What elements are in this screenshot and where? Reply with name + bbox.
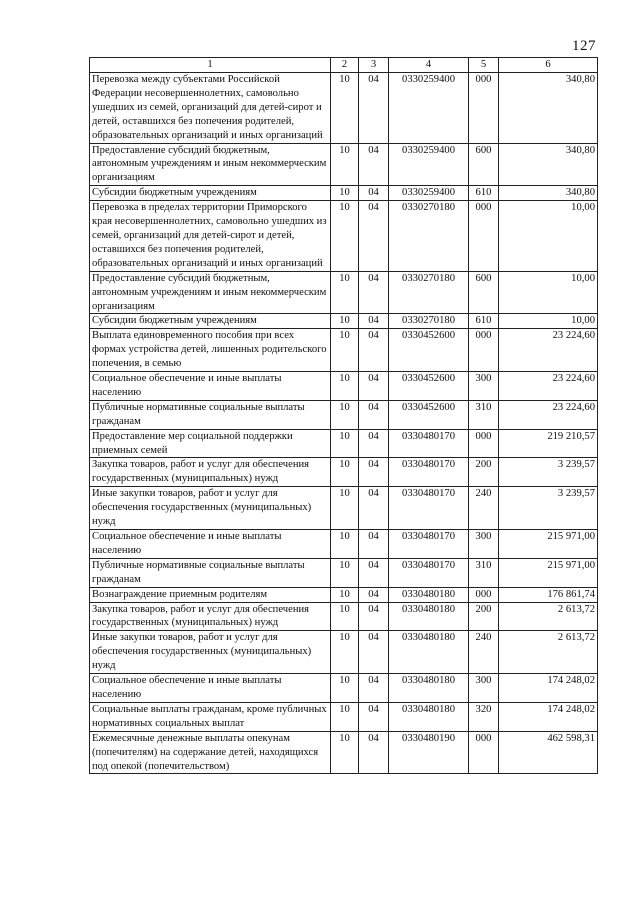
header-cell-target-article: 4 [389, 58, 469, 73]
cell-amount: 23 224,60 [499, 372, 598, 401]
cell-amount: 340,80 [499, 143, 598, 186]
cell-expense-type: 000 [469, 201, 499, 272]
cell-name: Выплата единовременного пособия при всех формах устройства детей, лишенных родительского попечения, в семью [90, 329, 331, 372]
table-row [90, 587, 598, 602]
cell-target-article: 0330270180 [389, 314, 469, 329]
cell-target-article: 0330480180 [389, 631, 469, 674]
cell-name: Субсидии бюджетным учреждениям [90, 186, 331, 201]
cell-section: 10 [331, 329, 359, 372]
table-row [90, 631, 598, 674]
cell-name: Предоставление субсидий бюджетным, автономным учреждениям и иным некоммерческим организациям [90, 271, 331, 314]
cell-expense-type: 000 [469, 731, 499, 774]
table-row [90, 201, 598, 272]
cell-subsection: 04 [359, 487, 389, 530]
table-row [90, 530, 598, 559]
cell-subsection: 04 [359, 429, 389, 458]
cell-subsection: 04 [359, 143, 389, 186]
cell-amount: 10,00 [499, 201, 598, 272]
cell-expense-type: 320 [469, 702, 499, 731]
cell-target-article: 0330270180 [389, 201, 469, 272]
cell-amount: 10,00 [499, 314, 598, 329]
cell-target-article: 0330480170 [389, 558, 469, 587]
cell-subsection: 04 [359, 587, 389, 602]
cell-subsection: 04 [359, 558, 389, 587]
table-row [90, 731, 598, 774]
cell-subsection: 04 [359, 314, 389, 329]
cell-section: 10 [331, 201, 359, 272]
cell-target-article: 0330480190 [389, 731, 469, 774]
cell-name: Предоставление субсидий бюджетным, автономным учреждениям и иным некоммерческим организациям [90, 143, 331, 186]
table-row [90, 674, 598, 703]
cell-name: Перевозка между субъектами Российской Федерации несовершеннолетних, самовольно ушедших из семей, организаций для детей-сирот и детей, оставшихся без попечения родителей, образовательных организаций и иных организаций [90, 73, 331, 144]
table-row [90, 400, 598, 429]
cell-amount: 2 613,72 [499, 602, 598, 631]
cell-expense-type: 240 [469, 631, 499, 674]
cell-expense-type: 300 [469, 530, 499, 559]
cell-subsection: 04 [359, 372, 389, 401]
table-row [90, 73, 598, 144]
table-row [90, 143, 598, 186]
table-row [90, 558, 598, 587]
cell-expense-type: 300 [469, 372, 499, 401]
cell-expense-type: 610 [469, 186, 499, 201]
table-row [90, 372, 598, 401]
page-number: 127 [572, 38, 596, 54]
cell-expense-type: 300 [469, 674, 499, 703]
cell-subsection: 04 [359, 271, 389, 314]
cell-amount: 3 239,57 [499, 458, 598, 487]
cell-target-article: 0330270180 [389, 271, 469, 314]
table-row [90, 429, 598, 458]
table-row [90, 186, 598, 201]
cell-amount: 462 598,31 [499, 731, 598, 774]
table-header [90, 58, 598, 73]
cell-target-article: 0330480180 [389, 674, 469, 703]
cell-amount: 23 224,60 [499, 329, 598, 372]
cell-subsection: 04 [359, 631, 389, 674]
cell-name: Предоставление мер социальной поддержки приемных семей [90, 429, 331, 458]
cell-expense-type: 310 [469, 400, 499, 429]
cell-name: Социальное обеспечение и иные выплаты населению [90, 530, 331, 559]
cell-target-article: 0330480170 [389, 458, 469, 487]
cell-amount: 215 971,00 [499, 530, 598, 559]
table-row [90, 487, 598, 530]
cell-amount: 2 613,72 [499, 631, 598, 674]
cell-target-article: 0330452600 [389, 329, 469, 372]
cell-name: Социальное обеспечение и иные выплаты населению [90, 674, 331, 703]
cell-section: 10 [331, 429, 359, 458]
cell-amount: 340,80 [499, 186, 598, 201]
cell-amount: 174 248,02 [499, 702, 598, 731]
cell-section: 10 [331, 530, 359, 559]
header-cell-name: 1 [90, 58, 331, 73]
cell-expense-type: 000 [469, 429, 499, 458]
cell-target-article: 0330480170 [389, 429, 469, 458]
table-row [90, 602, 598, 631]
cell-section: 10 [331, 587, 359, 602]
cell-section: 10 [331, 458, 359, 487]
cell-target-article: 0330480180 [389, 702, 469, 731]
cell-section: 10 [331, 143, 359, 186]
cell-section: 10 [331, 702, 359, 731]
cell-section: 10 [331, 558, 359, 587]
cell-target-article: 0330259400 [389, 186, 469, 201]
cell-name: Публичные нормативные социальные выплаты гражданам [90, 400, 331, 429]
cell-section: 10 [331, 674, 359, 703]
cell-target-article: 0330452600 [389, 372, 469, 401]
cell-amount: 176 861,74 [499, 587, 598, 602]
cell-expense-type: 600 [469, 271, 499, 314]
cell-target-article: 0330480180 [389, 602, 469, 631]
cell-name: Закупка товаров, работ и услуг для обеспечения государственных (муниципальных) нужд [90, 602, 331, 631]
cell-expense-type: 610 [469, 314, 499, 329]
cell-section: 10 [331, 73, 359, 144]
cell-target-article: 0330259400 [389, 143, 469, 186]
cell-amount: 215 971,00 [499, 558, 598, 587]
cell-expense-type: 600 [469, 143, 499, 186]
cell-name: Иные закупки товаров, работ и услуг для обеспечения государственных (муниципальных) нужд [90, 487, 331, 530]
budget-table [89, 57, 598, 774]
table-row [90, 458, 598, 487]
cell-name: Субсидии бюджетным учреждениям [90, 314, 331, 329]
cell-amount: 174 248,02 [499, 674, 598, 703]
cell-section: 10 [331, 186, 359, 201]
header-cell-amount: 6 [499, 58, 598, 73]
cell-section: 10 [331, 271, 359, 314]
cell-expense-type: 000 [469, 73, 499, 144]
cell-name: Социальные выплаты гражданам, кроме публичных нормативных социальных выплат [90, 702, 331, 731]
cell-expense-type: 240 [469, 487, 499, 530]
cell-name: Иные закупки товаров, работ и услуг для обеспечения государственных (муниципальных) нужд [90, 631, 331, 674]
cell-amount: 10,00 [499, 271, 598, 314]
cell-expense-type: 000 [469, 587, 499, 602]
cell-expense-type: 310 [469, 558, 499, 587]
cell-target-article: 0330480170 [389, 487, 469, 530]
cell-name: Социальное обеспечение и иные выплаты населению [90, 372, 331, 401]
cell-subsection: 04 [359, 186, 389, 201]
cell-expense-type: 200 [469, 458, 499, 487]
cell-target-article: 0330259400 [389, 73, 469, 144]
cell-expense-type: 000 [469, 329, 499, 372]
table-row [90, 271, 598, 314]
cell-subsection: 04 [359, 702, 389, 731]
cell-section: 10 [331, 372, 359, 401]
cell-subsection: 04 [359, 530, 389, 559]
header-cell-subsection: 3 [359, 58, 389, 73]
table-body [90, 73, 598, 774]
cell-section: 10 [331, 487, 359, 530]
cell-expense-type: 200 [469, 602, 499, 631]
cell-section: 10 [331, 602, 359, 631]
table-row [90, 314, 598, 329]
cell-subsection: 04 [359, 73, 389, 144]
cell-target-article: 0330452600 [389, 400, 469, 429]
cell-subsection: 04 [359, 602, 389, 631]
cell-subsection: 04 [359, 731, 389, 774]
cell-subsection: 04 [359, 674, 389, 703]
cell-subsection: 04 [359, 458, 389, 487]
cell-amount: 23 224,60 [499, 400, 598, 429]
header-cell-expense-type: 5 [469, 58, 499, 73]
cell-name: Вознаграждение приемным родителям [90, 587, 331, 602]
table-row [90, 329, 598, 372]
cell-name: Перевозка в пределах территории Приморского края несовершеннолетних, самовольно ушедших из семей, организаций для детей-сирот и детей, оставшихся без попечения родителей, образовательных организаций и иных организаций [90, 201, 331, 272]
table-row [90, 702, 598, 731]
header-row [90, 58, 598, 73]
cell-section: 10 [331, 400, 359, 429]
cell-subsection: 04 [359, 329, 389, 372]
cell-name: Ежемесячные денежные выплаты опекунам (попечителям) на содержание детей, находящихся под опекой (попечительством) [90, 731, 331, 774]
cell-section: 10 [331, 731, 359, 774]
header-cell-section: 2 [331, 58, 359, 73]
cell-target-article: 0330480180 [389, 587, 469, 602]
cell-name: Закупка товаров, работ и услуг для обеспечения государственных (муниципальных) нужд [90, 458, 331, 487]
cell-section: 10 [331, 631, 359, 674]
cell-amount: 219 210,57 [499, 429, 598, 458]
cell-amount: 340,80 [499, 73, 598, 144]
cell-amount: 3 239,57 [499, 487, 598, 530]
cell-target-article: 0330480170 [389, 530, 469, 559]
cell-name: Публичные нормативные социальные выплаты гражданам [90, 558, 331, 587]
cell-subsection: 04 [359, 201, 389, 272]
cell-section: 10 [331, 314, 359, 329]
cell-subsection: 04 [359, 400, 389, 429]
